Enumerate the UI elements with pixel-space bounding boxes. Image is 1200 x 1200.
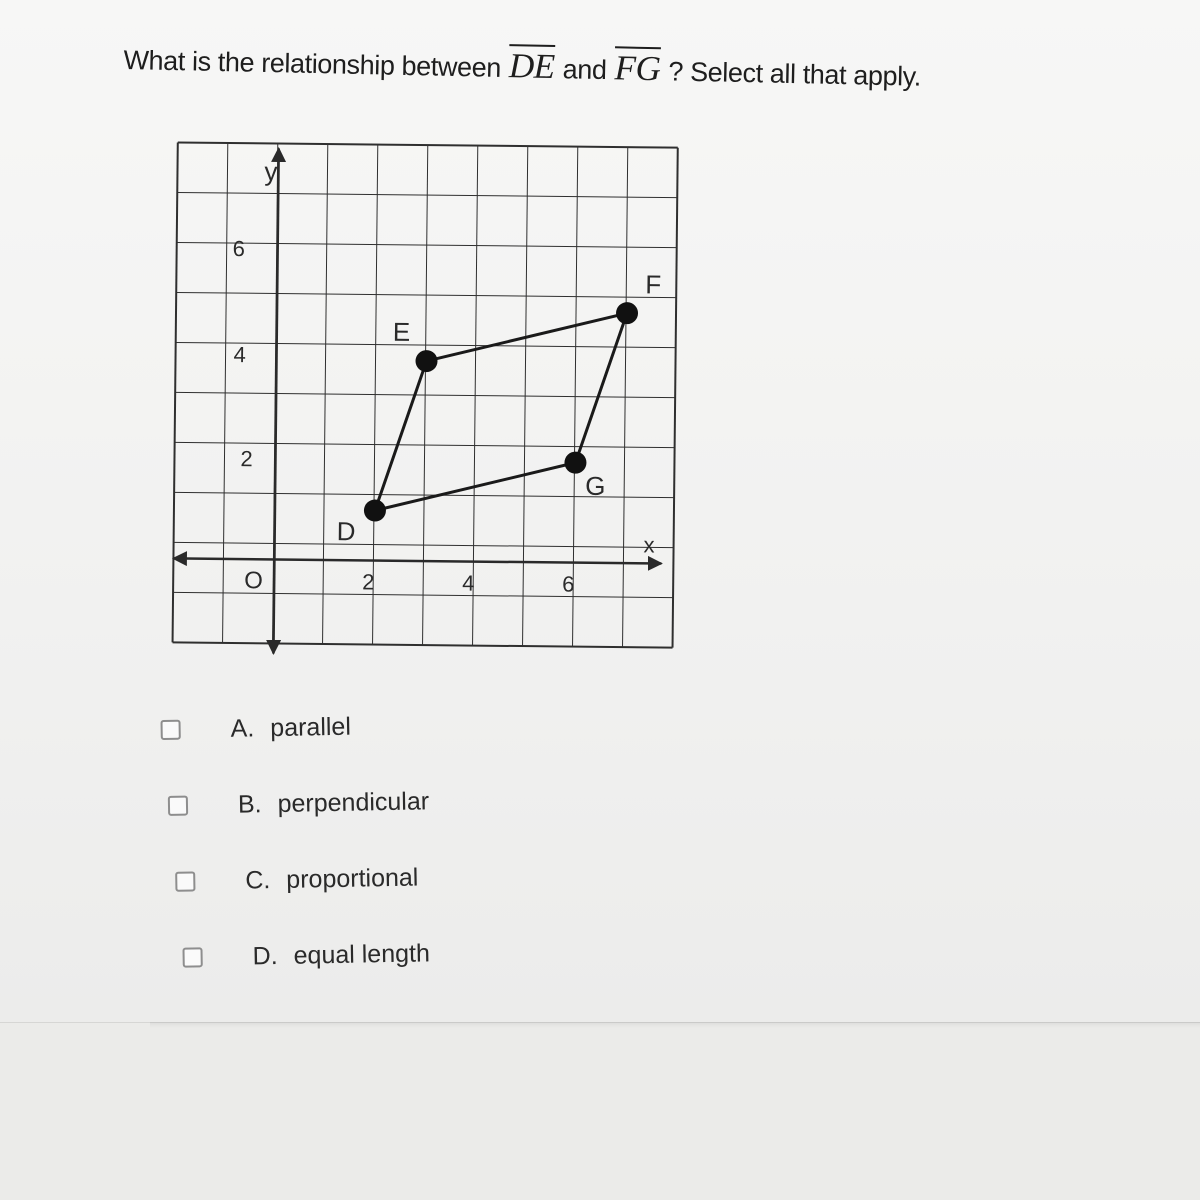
answer-choices	[160, 687, 432, 996]
segment-fg	[575, 313, 627, 464]
question-joiner: and	[562, 54, 607, 86]
choice-b-text: perpendicular	[277, 786, 430, 818]
choice-a-letter: A.	[230, 713, 255, 743]
point-d	[364, 499, 386, 521]
point-g	[564, 452, 586, 474]
choice-a-text: parallel	[270, 712, 352, 742]
y-tick-6: 6	[232, 236, 246, 262]
choice-a[interactable]	[160, 687, 428, 768]
x-tick-6: 6	[562, 571, 575, 597]
choice-d-text: equal length	[293, 938, 431, 970]
y-tick-2: 2	[240, 446, 253, 472]
checkbox-a[interactable]	[160, 720, 180, 740]
x-axis	[173, 558, 661, 563]
segment-fg: $\overline{FG}$	[614, 48, 661, 89]
segment-ef	[427, 311, 628, 363]
segment-de	[375, 361, 427, 512]
point-label-d: D	[336, 516, 356, 547]
origin-label: O	[244, 567, 264, 595]
question-suffix: ? Select all that apply.	[668, 56, 922, 92]
choice-d-letter: D.	[252, 941, 278, 970]
y-axis-label: y	[264, 156, 278, 187]
point-label-e: E	[392, 316, 411, 347]
coordinate-graph	[140, 130, 700, 690]
choice-d[interactable]	[182, 915, 432, 995]
parallelogram-figure	[337, 266, 662, 549]
segment-gd	[375, 461, 576, 513]
point-label-f: F	[645, 269, 662, 300]
question-text	[123, 38, 921, 95]
question-prefix: What is the relationship between	[123, 44, 502, 83]
point-f	[616, 302, 638, 324]
segment-de: $\overline{DE}$	[508, 46, 556, 87]
checkbox-c[interactable]	[175, 871, 195, 891]
choice-c-letter: C.	[245, 865, 271, 895]
y-axis	[273, 149, 278, 654]
y-tick-4: 4	[233, 342, 246, 368]
x-tick-2: 2	[362, 569, 375, 595]
choice-c[interactable]	[175, 839, 431, 919]
point-e	[415, 350, 437, 372]
x-axis-label: x	[643, 532, 655, 558]
choice-b-letter: B.	[237, 789, 262, 819]
choice-b[interactable]	[167, 763, 429, 844]
checkbox-d[interactable]	[182, 947, 202, 967]
point-label-g: G	[585, 470, 606, 501]
choice-c-text: proportional	[286, 863, 419, 894]
checkbox-b[interactable]	[168, 796, 188, 816]
x-tick-4: 4	[462, 570, 475, 596]
